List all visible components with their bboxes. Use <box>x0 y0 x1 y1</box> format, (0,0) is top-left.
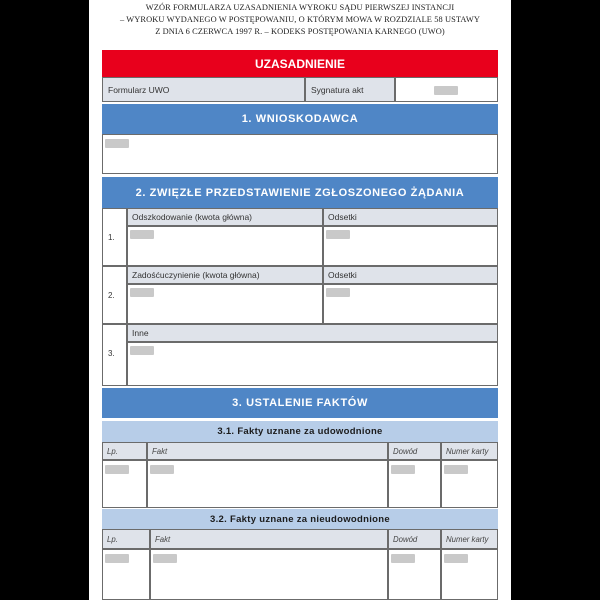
form-page <box>89 0 511 600</box>
redacted-value <box>130 346 154 355</box>
other-label-cell <box>127 324 498 342</box>
signature-field[interactable] <box>395 77 498 102</box>
redacted-value <box>391 554 415 563</box>
redacted-applicant <box>105 139 129 148</box>
header-line-3: Z DNIA 6 CZERWCA 1997 R. – KODEKS POSTĘPOWANIA KARNEGO (UWO) <box>155 27 445 36</box>
redress-label: Zadośćuczynienie (kwota główna) <box>132 270 260 280</box>
compensation-interest-field[interactable] <box>323 226 498 266</box>
applicant-field[interactable] <box>102 134 498 174</box>
redacted-value <box>150 465 174 474</box>
col-header-evidence: Dowód <box>388 529 441 549</box>
interest-label: Odsetki <box>328 270 357 280</box>
fact-field[interactable] <box>150 549 388 600</box>
redress-label-cell <box>127 266 323 284</box>
redacted-signature <box>434 86 458 95</box>
redacted-value <box>444 554 468 563</box>
form-label-cell <box>102 77 305 102</box>
signature-label: Sygnatura akt <box>311 85 364 95</box>
redacted-value <box>130 288 154 297</box>
section-2-header: 2. ZWIĘZŁE PRZEDSTAWIENIE ZGŁOSZONEGO ŻĄDANIA <box>102 177 498 208</box>
lp-field[interactable] <box>102 460 147 508</box>
section-3-2-header: 3.2. Fakty uznane za nieudowodnione <box>102 509 498 529</box>
compensation-label: Odszkodowanie (kwota główna) <box>132 212 253 222</box>
redacted-value <box>105 465 129 474</box>
compensation-label-cell <box>127 208 323 226</box>
redacted-value <box>391 465 415 474</box>
claim-row-number: 3. <box>108 349 115 358</box>
col-header-card-number: Numer karty <box>441 529 498 549</box>
section-3-header: 3. USTALENIE FAKTÓW <box>102 388 498 418</box>
compensation-amount-field[interactable] <box>127 226 323 266</box>
header-line-1: WZÓR FORMULARZA UZASADNIENIA WYROKU SĄDU PIERWSZEJ INSTANCJI <box>145 3 455 12</box>
claim-row-number-cell <box>102 208 127 266</box>
col-header-lp: Lp. <box>102 529 150 549</box>
card-number-field[interactable] <box>441 460 498 508</box>
evidence-field[interactable] <box>388 549 441 600</box>
redacted-value <box>326 230 350 239</box>
interest-label-cell <box>323 208 498 226</box>
interest-label-cell <box>323 266 498 284</box>
form-label: Formularz UWO <box>108 85 170 95</box>
col-header-fact: Fakt <box>150 529 388 549</box>
card-number-field[interactable] <box>441 549 498 600</box>
redacted-value <box>153 554 177 563</box>
claim-row-number-cell <box>102 266 127 324</box>
signature-label-cell <box>305 77 395 102</box>
header-line-2: – WYROKU WYDANEGO W POSTĘPOWANIU, O KTÓRYM MOWA W ROZDZIALE 58 USTAWY <box>119 15 481 24</box>
redress-interest-field[interactable] <box>323 284 498 324</box>
section-3-1-header: 3.1. Fakty uznane za udowodnione <box>102 421 498 442</box>
col-header-evidence: Dowód <box>388 442 441 460</box>
evidence-field[interactable] <box>388 460 441 508</box>
lp-field[interactable] <box>102 549 150 600</box>
redacted-value <box>326 288 350 297</box>
redacted-value <box>105 554 129 563</box>
claim-row-number: 2. <box>108 291 115 300</box>
interest-label: Odsetki <box>328 212 357 222</box>
redacted-value <box>444 465 468 474</box>
form-title: UZASADNIENIE <box>102 50 498 77</box>
col-header-lp: Lp. <box>102 442 147 460</box>
document-header <box>89 2 511 38</box>
redress-amount-field[interactable] <box>127 284 323 324</box>
claim-row-number: 1. <box>108 233 115 242</box>
other-claim-field[interactable] <box>127 342 498 386</box>
other-label: Inne <box>132 328 149 338</box>
section-1-header: 1. WNIOSKODAWCA <box>102 104 498 134</box>
fact-field[interactable] <box>147 460 388 508</box>
redacted-value <box>130 230 154 239</box>
col-header-fact: Fakt <box>147 442 388 460</box>
col-header-card-number: Numer karty <box>441 442 498 460</box>
claim-row-number-cell <box>102 324 127 386</box>
